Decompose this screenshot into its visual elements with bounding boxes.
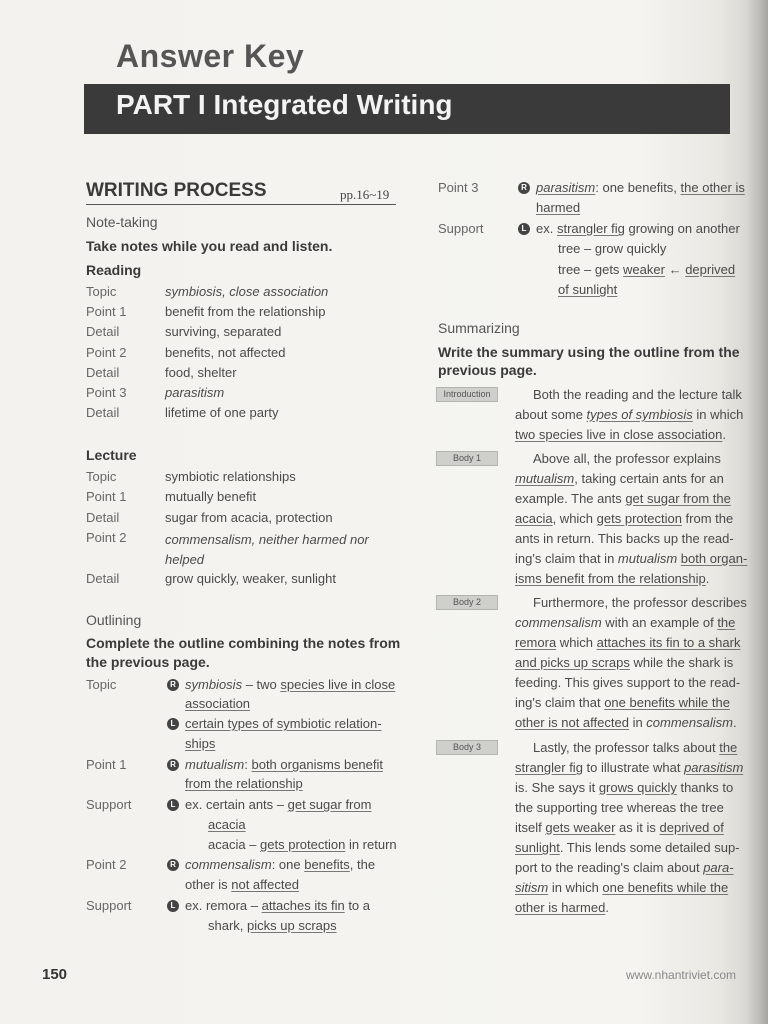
body2-tag: Body 2 (436, 595, 498, 610)
note-value: symbiosis, close association (165, 284, 329, 299)
note-label: Point 2 (86, 530, 127, 545)
outline-label: Point 1 (86, 757, 127, 772)
outline-line: other is not affected (185, 877, 299, 892)
note-taking-subheading: Note-taking (86, 214, 158, 230)
outline-line: ships (185, 736, 216, 751)
note-value: benefit from the relationship (165, 304, 326, 319)
page-title: Answer Key (116, 38, 305, 74)
outline-line: tree – gets weaker ← deprived (558, 262, 736, 277)
outlining-instruction: Complete the outline combining the notes from the previous page. (86, 635, 401, 670)
note-value: sugar from acacia, protection (165, 510, 333, 525)
outline-line: tree – grow quickly (558, 241, 667, 256)
reading-bullet-icon: R (167, 679, 179, 691)
lecture-bullet-icon: L (167, 900, 179, 912)
note-value: mutually benefit (165, 489, 257, 504)
outline-line: ex. strangler fig growing on another (536, 221, 740, 236)
note-label: Point 1 (86, 489, 127, 504)
summarizing-subheading: Summarizing (438, 320, 520, 336)
note-value: symbiotic relationships (165, 469, 296, 484)
outline-line: acacia – gets protection in return (208, 837, 397, 852)
lecture-bullet-icon: L (167, 799, 179, 811)
reading-heading: Reading (86, 262, 142, 278)
note-taking-instruction: Take notes while you read and listen. (86, 238, 333, 254)
reading-bullet-icon: R (167, 759, 179, 771)
outline-line: commensalism: one benefits, the (185, 857, 376, 872)
outline-label: Point 2 (86, 857, 127, 872)
book-spine-shadow (746, 0, 768, 1024)
outline-line: ex. remora – attaches its fin to a (185, 898, 370, 913)
note-value: food, shelter (165, 365, 237, 380)
note-value: parasitism (165, 385, 225, 400)
note-label: Detail (86, 405, 120, 420)
note-value: commensalism, neither harmed nor helped (165, 532, 369, 567)
outline-line: acacia (208, 817, 246, 832)
note-label: Detail (86, 324, 120, 339)
note-label: Point 1 (86, 304, 127, 319)
outlining-subheading: Outlining (86, 612, 142, 628)
note-label: Topic (86, 284, 117, 299)
outline-label: Point 3 (438, 180, 479, 195)
summarizing-instruction-line1: Write the summary using the outline from the (438, 344, 740, 360)
introduction-tag: Introduction (436, 387, 498, 402)
section-rule (86, 204, 396, 205)
body3-tag: Body 3 (436, 740, 498, 755)
lecture-heading: Lecture (86, 447, 137, 463)
page-reference: pp.16~19 (340, 187, 390, 202)
outline-line: from the relationship (185, 776, 303, 791)
note-label: Detail (86, 365, 120, 380)
note-label: Point 3 (86, 385, 127, 400)
outline-line: symbiosis – two species live in close (185, 677, 396, 692)
section-heading: WRITING PROCESS (86, 180, 267, 201)
reading-bullet-icon: R (167, 859, 179, 871)
outline-label: Support (86, 898, 132, 913)
outline-line: association (185, 696, 251, 711)
outline-label: Support (86, 797, 132, 812)
note-value: lifetime of one party (165, 405, 279, 420)
note-value: grow quickly, weaker, sunlight (165, 571, 337, 586)
outline-label: Topic (86, 677, 117, 692)
outline-line: harmed (536, 200, 581, 215)
note-value: surviving, separated (165, 324, 282, 339)
outline-line: ex. certain ants – get sugar from (185, 797, 372, 812)
note-label: Topic (86, 469, 117, 484)
lecture-bullet-icon: L (167, 718, 179, 730)
note-label: Point 2 (86, 345, 127, 360)
outline-line: mutualism: both organisms benefit (185, 757, 384, 772)
part-banner (84, 84, 730, 134)
banner-text: PART I Integrated Writing (116, 89, 453, 120)
outline-label: Support (438, 221, 484, 236)
outline-line: shark, picks up scraps (208, 918, 337, 933)
reading-bullet-icon: R (518, 182, 530, 194)
outline-line: of sunlight (558, 282, 618, 297)
body1-tag: Body 1 (436, 451, 498, 466)
outline-line: parasitism: one benefits, the other is (536, 180, 745, 195)
note-label: Detail (86, 510, 120, 525)
outline-line: certain types of symbiotic relation- (185, 716, 382, 731)
summarizing-instruction-line2: previous page. (438, 362, 537, 378)
lecture-bullet-icon: L (518, 223, 530, 235)
note-value: benefits, not affected (165, 345, 286, 360)
source-url: www.nhantriviet.com (626, 968, 737, 982)
note-label: Detail (86, 571, 120, 586)
page-number: 150 (42, 966, 68, 983)
